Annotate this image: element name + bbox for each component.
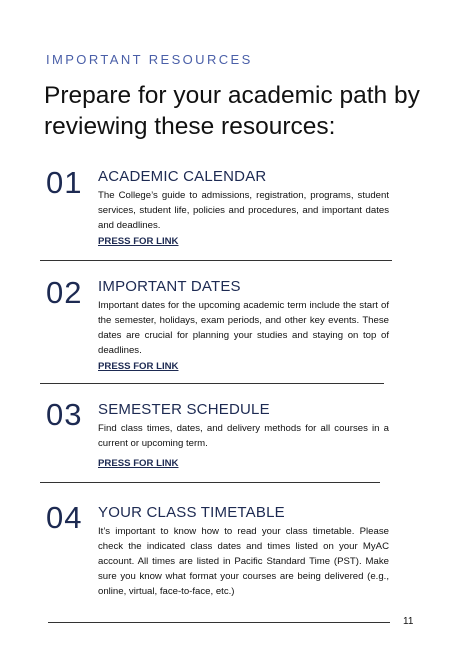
page-number: 11	[403, 616, 414, 627]
divider	[40, 260, 392, 261]
item-number: 02	[46, 275, 83, 310]
item-title: YOUR CLASS TIMETABLE	[98, 504, 285, 521]
page-headline: Prepare for your academic path by reviewing these resources:	[44, 82, 420, 140]
important-dates-link[interactable]: PRESS FOR LINK	[98, 361, 179, 372]
eyebrow-label: IMPORTANT RESOURCES	[46, 52, 253, 67]
item-title: IMPORTANT DATES	[98, 278, 241, 295]
item-description: It’s important to know how to read your class timetable. Please check the indicated class dates and times listed on your MyAC account. All times are listed in Pacific Standard Time (PST). Make sure you know what format your courses are being delivered (e.g., online, virtual, face-to-face, etc.)	[98, 526, 389, 597]
divider	[40, 482, 380, 483]
academic-calendar-link[interactable]: PRESS FOR LINK	[98, 236, 179, 247]
item-description: Find class times, dates, and delivery methods for all courses in a current or upcoming term.	[98, 423, 389, 449]
item-title: ACADEMIC CALENDAR	[98, 168, 267, 185]
item-description: The College’s guide to admissions, registration, programs, student services, student life, policies and procedures, and important dates and deadlines.	[98, 190, 389, 231]
item-description: Important dates for the upcoming academic term include the start of the semester, holidays, exam periods, and other key events. These dates are crucial for planning your studies and staying on top of deadlines.	[98, 300, 389, 356]
item-number: 04	[46, 500, 83, 535]
divider	[40, 383, 384, 384]
item-number: 03	[46, 397, 83, 432]
semester-schedule-link[interactable]: PRESS FOR LINK	[98, 458, 179, 469]
item-number: 01	[46, 165, 83, 200]
item-title: SEMESTER SCHEDULE	[98, 401, 270, 418]
footer-divider	[48, 622, 390, 623]
